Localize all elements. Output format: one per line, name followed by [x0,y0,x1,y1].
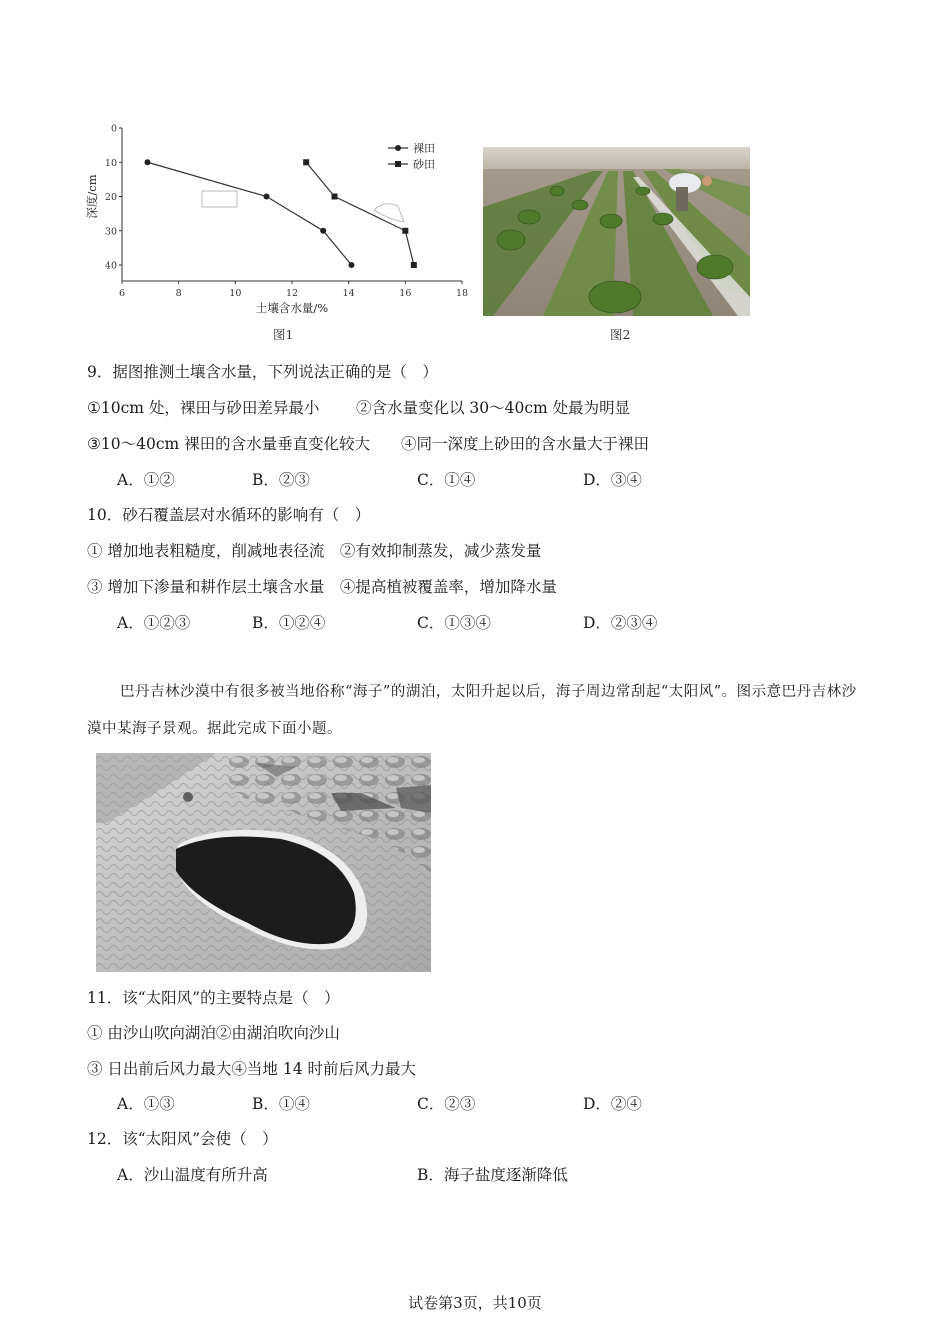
q10-stem: 10．砂石覆盖层对水循环的影响有（ ） [87,506,371,524]
q12-option-b[interactable]: B．海子盐度逐渐降低 [417,1166,568,1184]
x-tick-label: 8 [175,288,182,299]
data-point-circle [264,194,270,200]
data-point-circle [145,159,151,165]
q9-statement-1: ①10cm 处，裸田与砂田差异最小 [87,399,320,417]
legend-label: 砂田 [413,158,435,171]
data-point-square [303,159,309,165]
q9-statement-2: ②含水量变化以 30～40cm 处最为明显 [356,399,631,417]
q9-option-b[interactable]: B．②③ [252,471,310,489]
q10-option-a[interactable]: A．①②③ [117,614,191,632]
q11-option-a[interactable]: A．①③ [117,1095,175,1113]
data-point-circle [320,228,326,234]
q9-stem: 9．据图推测土壤含水量，下列说法正确的是（ ） [87,363,438,381]
q9-statement-4: ④同一深度上砂田的含水量大于裸田 [401,435,650,453]
q10-option-c[interactable]: C．①③④ [417,614,491,632]
scan-artefact-box [202,191,237,207]
x-tick-label: 12 [285,288,299,299]
series-line-sand-field [306,162,414,265]
y-tick-label: 10 [104,157,117,169]
q11-stem: 11．该“太阳风”的主要特点是（ ） [87,989,340,1007]
q9-option-a[interactable]: A．①② [117,471,175,489]
y-tick-label: 0 [110,123,117,135]
q11-option-d[interactable]: D．②④ [583,1095,642,1113]
x-tick-label: 14 [342,288,355,299]
legend-label: 裸田 [413,142,435,155]
q11-option-c[interactable]: C．②③ [417,1095,476,1113]
x-axis-title: 土壤含水量/% [255,301,329,315]
q9-option-d[interactable]: D．③④ [583,471,642,489]
q9-statement-3: ③10～40cm 裸田的含水量垂直变化较大 [87,435,371,453]
x-tick-label: 18 [455,288,469,299]
data-point-square [402,228,408,234]
scan-artefact-scribble [374,204,404,222]
q12-stem: 12．该“太阳风”会使（ ） [87,1130,278,1148]
y-tick-label: 40 [104,260,117,272]
x-tick-label: 16 [399,288,412,299]
series-line-bare-field [148,162,352,265]
x-tick-label: 6 [118,288,126,299]
figure1-chart [82,118,477,323]
y-tick-label: 30 [104,226,117,238]
y-axis-title: 深度/cm [85,174,99,219]
figure1-caption: 图1 [273,327,294,342]
figure2-caption: 图2 [610,327,631,342]
q10-statements-1-2: ① 增加地表粗糙度，削减地表径流 ②有效抑制蒸发，减少蒸发量 [87,542,542,560]
chart-axes [85,124,468,316]
q9-option-c[interactable]: C．①④ [417,471,476,489]
legend-marker-circle [395,145,401,151]
desert-lake-photo [96,753,431,972]
legend-marker-square [395,161,401,167]
page-footer: 试卷第3页，共10页 [408,1294,542,1312]
watermelon-field-photo [483,147,750,316]
y-tick-label: 20 [104,192,117,203]
x-tick-label: 10 [229,288,242,299]
q10-option-b[interactable]: B．①②④ [252,614,326,632]
data-point-square [411,262,417,268]
q10-option-d[interactable]: D．②③④ [583,614,658,632]
data-point-circle [349,262,355,268]
chart-series [145,159,417,268]
q12-option-a[interactable]: A．沙山温度有所升高 [117,1166,268,1184]
q11-option-b[interactable]: B．①④ [252,1095,310,1113]
q11-statements-3-4: ③ 日出前后风力最大④当地 14 时前后风力最大 [87,1060,417,1078]
q11-statements-1-2: ① 由沙山吹向湖泊②由湖泊吹向沙山 [87,1024,340,1042]
q10-statements-3-4: ③ 增加下渗量和耕作层土壤含水量 ④提高植被覆盖率，增加降水量 [87,578,557,596]
data-point-square [332,194,338,200]
reading-passage: 巴丹吉林沙漠中有很多被当地俗称“海子”的湖泊，太阳升起以后，海子周边常刮起“太阳风”。图示意巴丹吉林沙漠中某海子景观。据此完成下面小题。 [87,684,857,737]
chart-legend [388,142,435,171]
